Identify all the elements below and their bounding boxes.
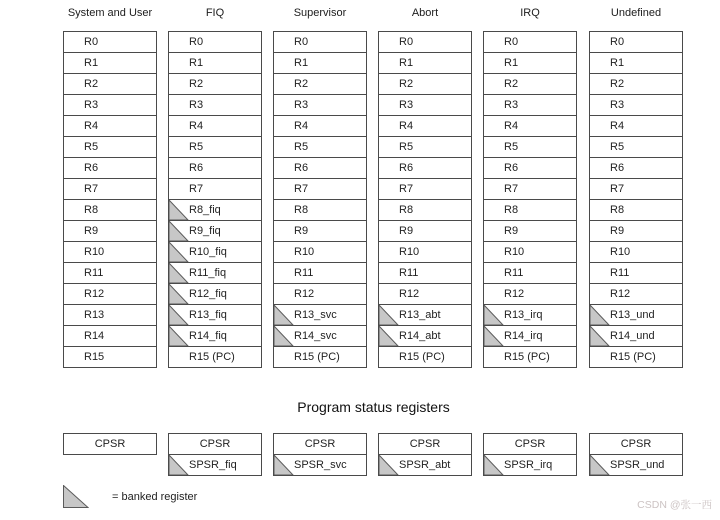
register-box <box>483 157 577 179</box>
register-box <box>483 52 577 74</box>
register-box-label: R10 <box>399 246 420 258</box>
register-box <box>63 73 157 95</box>
register-box <box>483 220 577 242</box>
register-box-label: R14_svc <box>294 330 337 342</box>
psr-box-label: CPSR <box>409 438 441 450</box>
register-box <box>589 73 683 95</box>
register-box-label: R3 <box>84 99 99 111</box>
register-box-label: R13_fiq <box>189 309 227 321</box>
register-box <box>168 262 262 284</box>
register-box <box>378 241 472 263</box>
register-box-label: R1 <box>610 57 625 69</box>
register-box-label: R0 <box>294 36 309 48</box>
register-box <box>378 52 472 74</box>
register-box-label: R4 <box>610 120 625 132</box>
register-box <box>168 31 262 53</box>
register-box <box>168 199 262 221</box>
legend <box>63 485 89 508</box>
register-box-label: R15 (PC) <box>504 351 550 363</box>
register-box-label: R6 <box>189 162 204 174</box>
register-box <box>483 31 577 53</box>
register-box <box>273 325 367 347</box>
register-box-label: R10 <box>610 246 631 258</box>
psr-box-label: SPSR_irq <box>504 459 553 471</box>
banked-triangle-icon <box>379 305 399 325</box>
register-box-label: R6 <box>399 162 414 174</box>
register-box-label: R0 <box>610 36 625 48</box>
register-box-label: R9 <box>504 225 519 237</box>
psr-stack <box>483 433 577 476</box>
register-box <box>63 304 157 326</box>
register-box-label: R10 <box>504 246 525 258</box>
register-box <box>378 136 472 158</box>
watermark: CSDN @张一西 <box>637 499 712 511</box>
column-header: Supervisor <box>293 7 347 19</box>
register-box <box>483 283 577 305</box>
register-box-label: R1 <box>504 57 519 69</box>
psr-stack <box>63 433 157 455</box>
register-box <box>483 136 577 158</box>
psr-stack <box>168 433 262 476</box>
register-box-label: R14_fiq <box>189 330 227 342</box>
register-stack <box>168 31 262 368</box>
register-box <box>273 31 367 53</box>
register-box-label: R13_abt <box>399 309 441 321</box>
register-box <box>273 178 367 200</box>
register-box <box>378 199 472 221</box>
column-header: IRQ <box>520 7 540 19</box>
column-header: FIQ <box>205 7 225 19</box>
register-box <box>168 157 262 179</box>
register-box <box>378 304 472 326</box>
register-box <box>63 178 157 200</box>
psr-box-label: CPSR <box>304 438 336 450</box>
register-box-label: R2 <box>399 78 414 90</box>
psr-box-label: SPSR_svc <box>294 459 347 471</box>
register-box-label: R8 <box>610 204 625 216</box>
register-box-label: R13_svc <box>294 309 337 321</box>
psr-box <box>483 433 577 455</box>
register-box <box>378 73 472 95</box>
banked-triangle-icon <box>169 305 189 325</box>
register-stack <box>589 31 683 368</box>
register-box-label: R14_irq <box>504 330 543 342</box>
psr-box-label: CPSR <box>199 438 231 450</box>
register-box-label: R3 <box>294 99 309 111</box>
register-box <box>589 31 683 53</box>
register-box-label: R14_abt <box>399 330 441 342</box>
psr-box-label: CPSR <box>94 438 126 450</box>
register-box <box>589 52 683 74</box>
register-box-label: R13_und <box>610 309 655 321</box>
register-box-label: R5 <box>399 141 414 153</box>
banked-triangle-icon <box>484 326 504 346</box>
register-box <box>63 262 157 284</box>
banked-triangle-icon <box>590 305 610 325</box>
register-box-label: R13 <box>84 309 105 321</box>
register-box <box>273 94 367 116</box>
register-box <box>168 220 262 242</box>
banked-triangle-icon <box>379 326 399 346</box>
register-box <box>273 241 367 263</box>
register-box <box>589 262 683 284</box>
register-box-label: R2 <box>294 78 309 90</box>
register-box-label: R12 <box>294 288 315 300</box>
register-box <box>589 115 683 137</box>
register-box <box>168 325 262 347</box>
banked-triangle-icon <box>169 221 189 241</box>
register-box-label: R15 (PC) <box>610 351 656 363</box>
banked-triangle-icon <box>484 455 504 475</box>
register-box <box>168 136 262 158</box>
register-box-label: R0 <box>504 36 519 48</box>
register-box <box>378 115 472 137</box>
banked-triangle-icon <box>274 326 294 346</box>
register-box <box>589 94 683 116</box>
register-box <box>483 178 577 200</box>
register-box-label: R15 (PC) <box>294 351 340 363</box>
banked-triangle-icon <box>274 455 294 475</box>
psr-box-label: CPSR <box>620 438 652 450</box>
register-box-label: R4 <box>399 120 414 132</box>
register-box <box>168 73 262 95</box>
register-box <box>483 241 577 263</box>
register-box <box>378 94 472 116</box>
register-box-label: R5 <box>189 141 204 153</box>
banked-triangle-icon <box>169 326 189 346</box>
register-box <box>63 52 157 74</box>
register-box-label: R1 <box>399 57 414 69</box>
register-box-label: R6 <box>84 162 99 174</box>
register-box-label: R14 <box>84 330 105 342</box>
register-box-label: R13_irq <box>504 309 543 321</box>
register-box-label: R6 <box>294 162 309 174</box>
register-box <box>273 346 367 368</box>
psr-box-label: CPSR <box>514 438 546 450</box>
column-header: Undefined <box>610 7 662 19</box>
banked-triangle-icon <box>169 263 189 283</box>
register-box-label: R3 <box>189 99 204 111</box>
psr-stack <box>378 433 472 476</box>
psr-box <box>168 454 262 476</box>
register-stack <box>273 31 367 368</box>
psr-box <box>168 433 262 455</box>
banked-triangle-icon <box>484 305 504 325</box>
register-box <box>378 325 472 347</box>
register-box <box>273 220 367 242</box>
register-box-label: R8 <box>399 204 414 216</box>
psr-box-label: SPSR_und <box>610 459 665 471</box>
register-box-label: R5 <box>84 141 99 153</box>
register-box-label: R3 <box>399 99 414 111</box>
register-box-label: R15 (PC) <box>399 351 445 363</box>
psr-box-label: SPSR_abt <box>399 459 451 471</box>
register-box <box>168 241 262 263</box>
register-box <box>378 31 472 53</box>
register-box-label: R0 <box>399 36 414 48</box>
register-box <box>168 178 262 200</box>
register-box <box>589 136 683 158</box>
register-box <box>168 283 262 305</box>
banked-triangle-icon <box>590 455 610 475</box>
register-box-label: R5 <box>504 141 519 153</box>
register-stack <box>63 31 157 368</box>
register-box <box>273 262 367 284</box>
register-box-label: R8 <box>84 204 99 216</box>
register-box <box>63 346 157 368</box>
register-box <box>483 325 577 347</box>
register-box-label: R3 <box>504 99 519 111</box>
register-box <box>168 304 262 326</box>
psr-stack <box>273 433 367 476</box>
register-box-label: R2 <box>84 78 99 90</box>
register-box-label: R11 <box>610 267 630 279</box>
register-box-label: R6 <box>504 162 519 174</box>
register-box-label: R1 <box>294 57 309 69</box>
register-box <box>378 262 472 284</box>
psr-box <box>589 454 683 476</box>
register-box-label: R2 <box>189 78 204 90</box>
register-box-label: R7 <box>189 183 204 195</box>
register-box-label: R10 <box>84 246 105 258</box>
register-box-label: R0 <box>84 36 99 48</box>
register-box-label: R8 <box>504 204 519 216</box>
register-box <box>378 178 472 200</box>
register-box <box>273 115 367 137</box>
register-box-label: R7 <box>610 183 625 195</box>
banked-register-legend-triangle-icon <box>63 485 89 508</box>
banked-triangle-icon <box>169 242 189 262</box>
register-box <box>483 304 577 326</box>
register-box-label: R12_fiq <box>189 288 227 300</box>
psr-box <box>273 454 367 476</box>
register-box <box>589 157 683 179</box>
register-box-label: R11_fiq <box>189 267 227 279</box>
register-box <box>378 283 472 305</box>
register-box-label: R2 <box>504 78 519 90</box>
register-box-label: R12 <box>504 288 525 300</box>
register-box-label: R15 (PC) <box>189 351 235 363</box>
register-box <box>168 115 262 137</box>
mode-column <box>273 0 367 520</box>
register-box <box>483 199 577 221</box>
register-box-label: R12 <box>399 288 420 300</box>
psr-box <box>483 454 577 476</box>
psr-box <box>378 454 472 476</box>
register-box-label: R12 <box>610 288 631 300</box>
register-box-label: R9 <box>610 225 625 237</box>
psr-box <box>63 433 157 455</box>
register-box <box>483 73 577 95</box>
register-box <box>168 52 262 74</box>
mode-column <box>483 0 577 520</box>
register-box-label: R10 <box>294 246 315 258</box>
register-stack <box>378 31 472 368</box>
mode-column <box>63 0 157 520</box>
register-box-label: R5 <box>610 141 625 153</box>
register-box-label: R2 <box>610 78 625 90</box>
register-box-label: R7 <box>504 183 519 195</box>
register-box <box>483 94 577 116</box>
register-box <box>63 199 157 221</box>
register-box-label: R14_und <box>610 330 655 342</box>
register-box-label: R9_fiq <box>189 225 221 237</box>
register-box <box>273 73 367 95</box>
register-box-label: R8 <box>294 204 309 216</box>
banked-triangle-icon <box>274 305 294 325</box>
register-box <box>273 199 367 221</box>
register-box <box>63 325 157 347</box>
register-box-label: R7 <box>294 183 309 195</box>
psr-box <box>273 433 367 455</box>
register-box-label: R5 <box>294 141 309 153</box>
column-header: System and User <box>67 7 153 19</box>
register-box-label: R11 <box>294 267 314 279</box>
register-box <box>589 220 683 242</box>
register-box <box>273 52 367 74</box>
section-title: Program status registers <box>297 399 450 415</box>
mode-column <box>589 0 683 520</box>
register-box-label: R12 <box>84 288 105 300</box>
register-box-label: R9 <box>294 225 309 237</box>
register-box <box>273 157 367 179</box>
banked-triangle-icon <box>169 200 189 220</box>
register-box-label: R9 <box>84 225 99 237</box>
register-box <box>589 199 683 221</box>
psr-stack <box>589 433 683 476</box>
register-box <box>273 283 367 305</box>
register-box-label: R15 <box>84 351 105 363</box>
register-box <box>168 94 262 116</box>
register-box <box>589 304 683 326</box>
register-box <box>63 136 157 158</box>
banked-triangle-icon <box>590 326 610 346</box>
register-box <box>63 157 157 179</box>
psr-box <box>589 433 683 455</box>
register-box-label: R4 <box>189 120 204 132</box>
psr-box <box>378 433 472 455</box>
register-box <box>589 325 683 347</box>
register-box-label: R6 <box>610 162 625 174</box>
register-box-label: R8_fiq <box>189 204 221 216</box>
register-box-label: R7 <box>84 183 99 195</box>
banked-triangle-icon <box>169 455 189 475</box>
register-box-label: R4 <box>504 120 519 132</box>
register-box <box>378 157 472 179</box>
register-box <box>378 346 472 368</box>
register-box <box>483 346 577 368</box>
register-box <box>589 241 683 263</box>
register-box-label: R11 <box>399 267 419 279</box>
register-box-label: R11 <box>504 267 524 279</box>
register-box-label: R9 <box>399 225 414 237</box>
mode-column <box>168 0 262 520</box>
register-box <box>63 31 157 53</box>
register-box-label: R1 <box>189 57 204 69</box>
register-box-label: R1 <box>84 57 99 69</box>
register-box-label: R3 <box>610 99 625 111</box>
mode-column <box>378 0 472 520</box>
register-stack <box>483 31 577 368</box>
register-box <box>378 220 472 242</box>
register-box-label: R4 <box>84 120 99 132</box>
register-box <box>63 283 157 305</box>
register-box <box>168 346 262 368</box>
register-box <box>483 262 577 284</box>
register-box <box>273 304 367 326</box>
register-box-label: R4 <box>294 120 309 132</box>
register-box <box>63 241 157 263</box>
register-box <box>273 136 367 158</box>
banked-triangle-icon <box>379 455 399 475</box>
register-box <box>589 283 683 305</box>
column-header: Abort <box>411 7 439 19</box>
register-box-label: R10_fiq <box>189 246 227 258</box>
banked-triangle-icon <box>169 284 189 304</box>
register-box <box>589 346 683 368</box>
register-box <box>63 115 157 137</box>
psr-box-label: SPSR_fiq <box>189 459 237 471</box>
register-box <box>63 220 157 242</box>
register-box <box>589 178 683 200</box>
register-box-label: R11 <box>84 267 104 279</box>
register-box <box>483 115 577 137</box>
register-box-label: R7 <box>399 183 414 195</box>
register-box <box>63 94 157 116</box>
legend-label: = banked register <box>112 491 198 503</box>
register-box-label: R0 <box>189 36 204 48</box>
